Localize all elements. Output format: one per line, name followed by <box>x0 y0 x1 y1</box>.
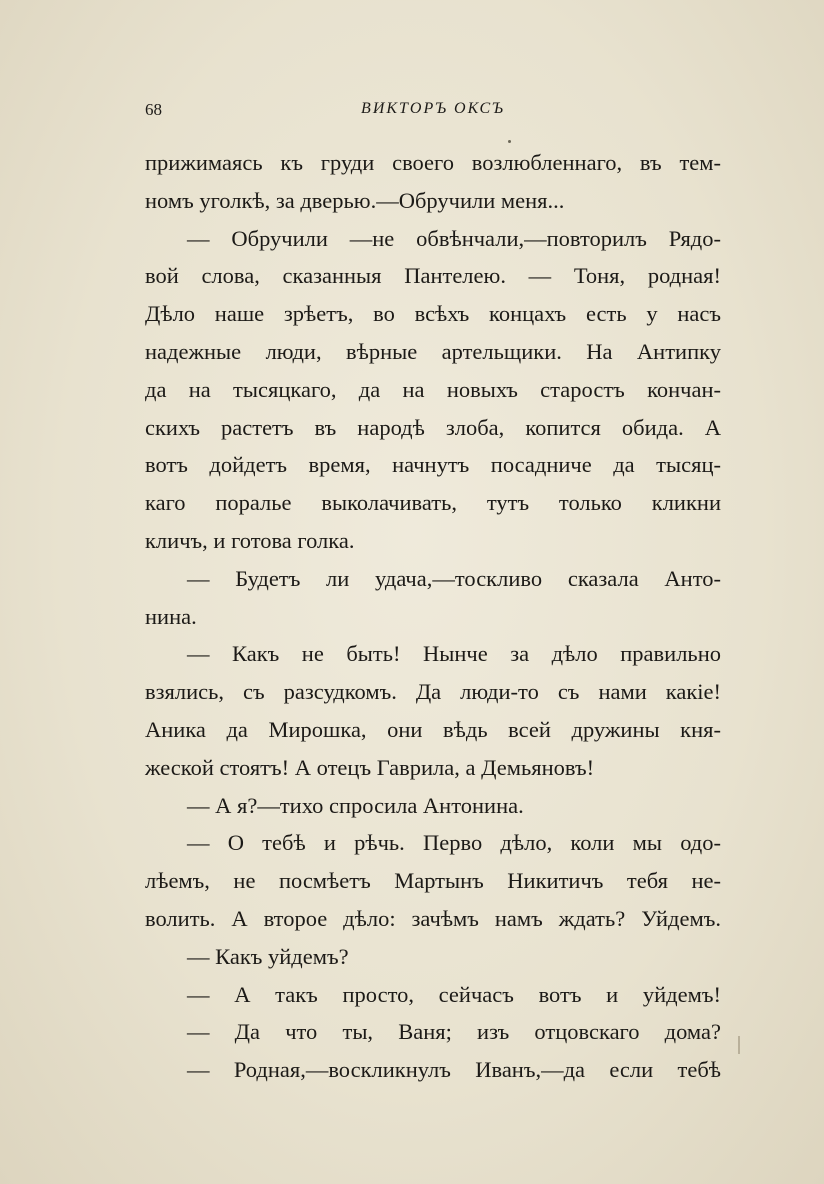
page-header <box>145 100 721 130</box>
body-text <box>145 144 721 1089</box>
text-line: лѣемъ, не посмѣетъ Мартынъ Никитичъ тебя не- <box>145 868 721 894</box>
text-line: — Родная,—воскликнулъ Иванъ,—да если тебѣ <box>187 1057 721 1083</box>
text-line: кличъ, и готова голка. <box>145 527 355 553</box>
page-margin-mark <box>738 1036 740 1054</box>
text-line: — Какъ уйдемъ? <box>187 943 349 969</box>
running-title: ВИКТОРЪ ОКСЪ <box>361 100 505 117</box>
text-line: — Обручили —не обвѣнчали,—повторилъ Рядо- <box>187 225 721 251</box>
text-line: взялись, съ разсудкомъ. Да люди-то съ нами какіе! <box>145 679 721 705</box>
text-line: жеской стоятъ! А отецъ Гаврила, а Демьяновъ! <box>145 754 595 780</box>
text-line: нина. <box>145 603 197 629</box>
text-line: волить. А второе дѣло: зачѣмъ намъ ждать? Уйдемъ. <box>145 905 721 931</box>
text-line: — Какъ не быть! Нынче за дѣло правильно <box>187 641 721 667</box>
text-line: вотъ дойдетъ время, начнутъ посадниче да тысяц- <box>145 452 721 478</box>
text-line: да на тысяцкаго, да на новыхъ старостъ кончан- <box>145 376 721 402</box>
text-line: скихъ растетъ въ народѣ злоба, копится обида. А <box>145 414 721 440</box>
text-line: надежные люди, вѣрные артельщики. На Антипку <box>145 338 721 364</box>
text-line: Дѣло наше зрѣетъ, во всѣхъ концахъ есть у насъ <box>145 301 721 327</box>
text-line: каго поралье выколачивать, тутъ только кликни <box>145 490 721 516</box>
text-line: вой слова, сказанныя Пантелею. — Тоня, родная! <box>145 263 721 289</box>
text-line: прижимаясь къ груди своего возлюбленнаго, въ тем- <box>145 150 721 175</box>
text-line: — А я?—тихо спросила Антонина. <box>187 792 524 818</box>
page-number: 68 <box>145 100 162 119</box>
text-line: Аника да Мирошка, они вѣдь всей дружины кня- <box>145 716 721 742</box>
text-line: — Да что ты, Ваня; изъ отцовскаго дома? <box>187 1019 721 1045</box>
ink-speck <box>508 140 511 143</box>
text-line: — Будетъ ли удача,—тоскливо сказала Анто- <box>187 565 721 591</box>
text-line: номъ уголкѣ, за дверью.—Обручили меня... <box>145 187 565 213</box>
text-line: — А такъ просто, сейчасъ вотъ и уйдемъ! <box>187 981 721 1007</box>
text-line: — О тебѣ и рѣчь. Перво дѣло, коли мы одо- <box>187 830 721 856</box>
